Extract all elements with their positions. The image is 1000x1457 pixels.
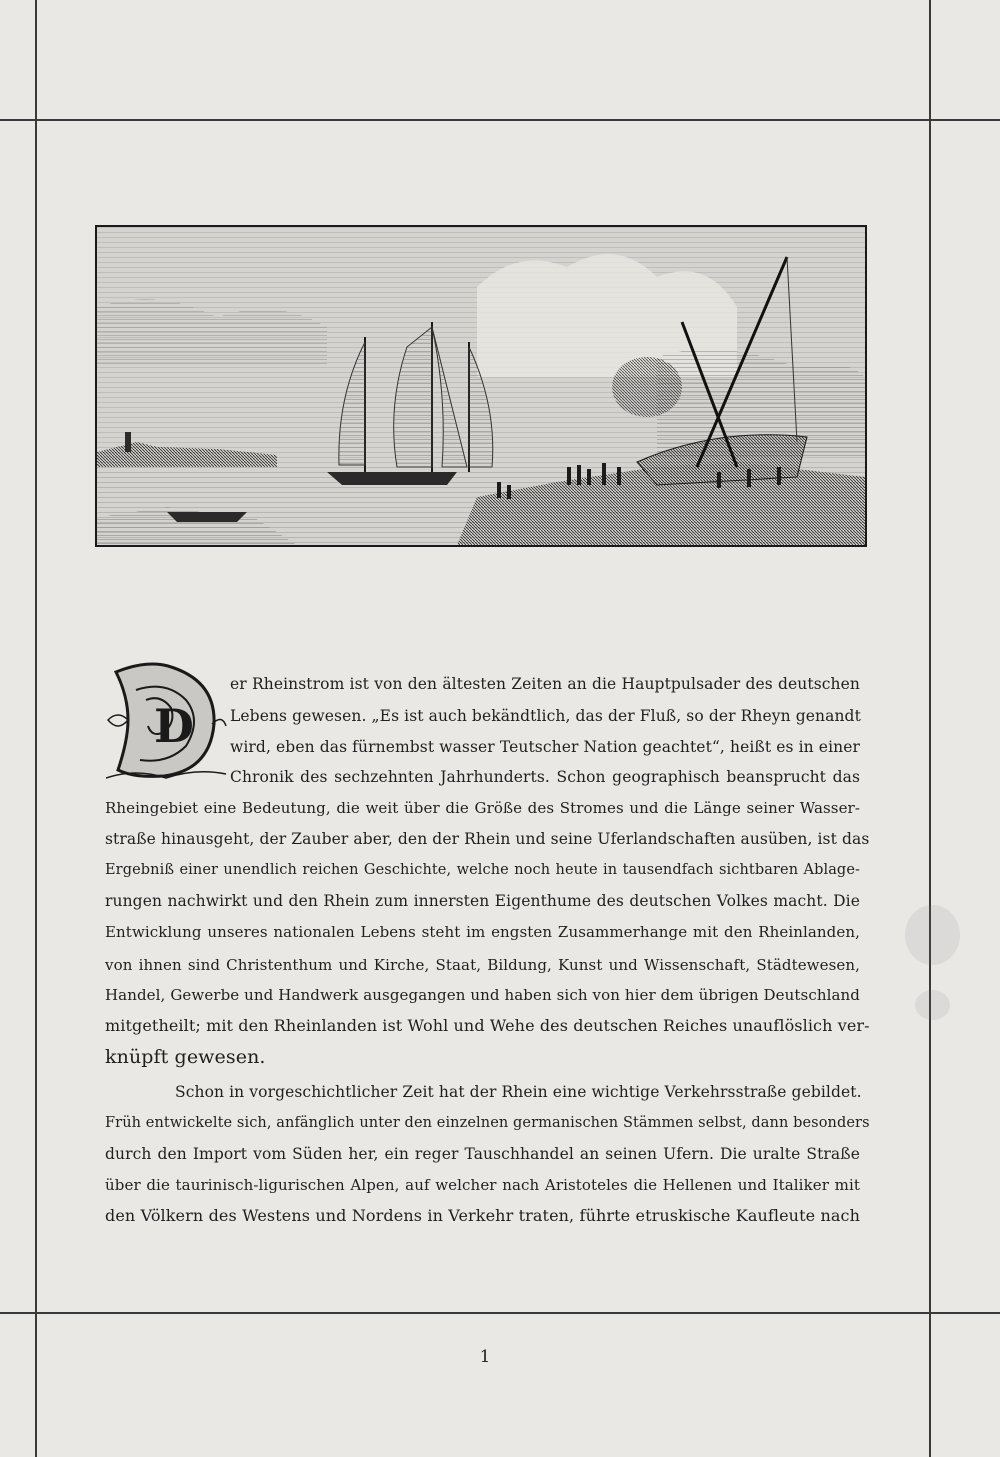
harbor-illustration (95, 225, 867, 547)
paper-stain (915, 990, 950, 1020)
text-line-15: Früh entwickelte sich, anfänglich unter den einzelnen germanischen Stämmen selbst, dann besonders (105, 1115, 870, 1131)
top-margin-rule (0, 119, 1000, 121)
text-line-10: von ihnen sind Christenthum und Kirche, Staat, Bildung, Kunst und Wissenschaft, Städtewesen, (105, 956, 860, 974)
text-line-2: Lebens gewesen. „Es ist auch bekändtlich, das der Fluß, so der Rheyn genandt (230, 707, 861, 725)
text-line-6: straße hinausgeht, der Zauber aber, den der Rhein und seine Uferlandschaften ausüben, ist das (105, 830, 870, 848)
text-line-3: wird, eben das fürnembst wasser Teutscher Nation geachtet“, heißt es in einer (230, 738, 860, 756)
page-number: 1 (479, 1347, 491, 1367)
text-line-4: Chronik des sechzehnten Jahrhunderts. Schon geographisch beansprucht das (230, 768, 860, 786)
text-line-14: Schon in vorgeschichtlicher Zeit hat der Rhein eine wichtige Verkehrsstraße gebildet. (175, 1083, 862, 1101)
text-line-17: über die taurinisch-ligurischen Alpen, auf welcher nach Aristoteles die Hellenen und Italiker mit (105, 1176, 860, 1194)
text-line-5: Rheingebiet eine Bedeutung, die weit über die Größe des Stromes und die Länge seiner Wasser- (105, 799, 860, 817)
text-line-13: knüpft gewesen. (105, 1046, 266, 1068)
drop-cap-letter: D (154, 699, 194, 753)
text-line-12: mitgetheilt; mit den Rheinlanden ist Wohl und Wehe des deutschen Reiches unauflöslich ver- (105, 1016, 870, 1035)
drop-cap (106, 660, 228, 782)
text-line-16: durch den Import vom Süden her, ein reger Tauschhandel an seinen Ufern. Die uralte Straße (105, 1145, 860, 1163)
text-line-8: rungen nachwirkt und den Rhein zum innersten Eigenthume des deutschen Volkes macht. Die (105, 892, 860, 910)
text-line-7: Ergebniß einer unendlich reichen Geschichte, welche noch heute in tausendfach sichtbaren Ablage- (105, 862, 860, 878)
text-line-9: Entwicklung unseres nationalen Lebens steht im engsten Zusammerhange mit den Rheinlanden, (105, 923, 860, 941)
text-line-11: Handel, Gewerbe und Handwerk ausgegangen und haben sich von hier dem übrigen Deutschland (105, 986, 860, 1004)
text-line-1: er Rheinstrom ist von den ältesten Zeiten an die Hauptpulsader des deutschen (230, 675, 860, 693)
right-margin-rule (929, 0, 931, 1457)
left-margin-rule (35, 0, 37, 1457)
text-line-18: den Völkern des Westens und Nordens in Verkehr traten, führte etruskische Kaufleute nach (105, 1206, 860, 1225)
paper-stain (905, 905, 960, 965)
bottom-margin-rule (0, 1312, 1000, 1314)
